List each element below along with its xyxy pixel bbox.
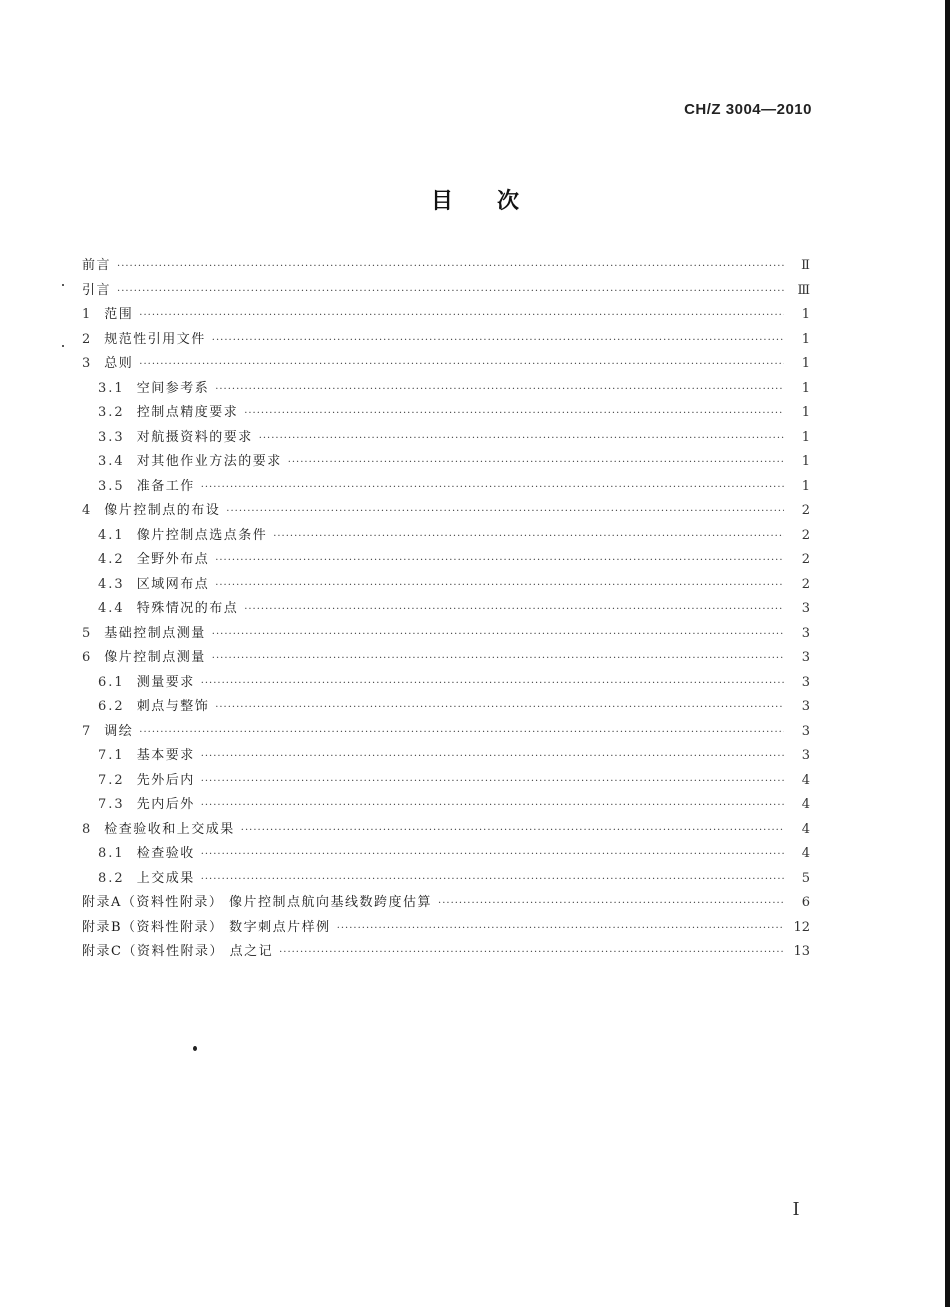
toc-entry-appendix-b[interactable] [82, 916, 810, 941]
toc-entry[interactable] [82, 524, 810, 549]
toc-entry[interactable] [82, 475, 810, 500]
toc-entry[interactable] [82, 867, 810, 892]
toc-page: 4 [801, 797, 810, 812]
toc-label: 基础控制点测量 [104, 625, 206, 641]
toc-label: 准备工作 [136, 478, 195, 494]
toc-entry[interactable] [82, 499, 810, 524]
toc-page: 3 [801, 723, 810, 739]
toc-page: 3 [801, 748, 810, 763]
toc-entry[interactable] [82, 769, 810, 794]
toc-number: 4.3 [98, 576, 125, 592]
toc-number: 5 [82, 625, 93, 641]
toc-page: 2 [801, 527, 810, 543]
toc-entry[interactable] [82, 720, 810, 745]
toc-page: 13 [793, 944, 810, 959]
toc-label: 刺点与整饰 [136, 699, 210, 714]
toc-label: 检查验收和上交成果 [104, 821, 235, 837]
toc-entry[interactable] [82, 548, 810, 573]
toc-number: 3.1 [98, 380, 125, 396]
toc-entry[interactable] [82, 744, 810, 769]
toc-page: 4 [801, 846, 810, 861]
toc-label: 附录A（资料性附录） 像片控制点航向基线数跨度估算 [82, 895, 433, 910]
toc-label: 全野外布点 [136, 552, 210, 567]
toc-page: 5 [801, 870, 810, 886]
toc-label: 区域网布点 [136, 576, 210, 592]
toc-leader [226, 506, 784, 517]
toc-leader [212, 335, 784, 346]
toc-entry[interactable] [82, 646, 810, 671]
toc-number: 3.3 [98, 429, 125, 445]
toc-number: 1 [82, 307, 93, 322]
toc-number: 4.1 [98, 527, 125, 543]
toc-leader [215, 702, 784, 713]
toc-number: 8.1 [98, 846, 125, 861]
toc-page: 4 [801, 772, 810, 788]
toc-label: 像片控制点的布设 [104, 503, 221, 518]
toc-number: 6 [82, 650, 93, 665]
toc-label: 先外后内 [136, 772, 195, 788]
toc-entry[interactable] [82, 401, 810, 426]
toc-leader [438, 898, 784, 909]
toc-entry[interactable] [82, 793, 810, 818]
toc-leader [117, 261, 784, 272]
toc-entry[interactable] [82, 303, 810, 328]
toc-entry[interactable] [82, 377, 810, 402]
toc-number: 4.4 [98, 601, 125, 616]
toc-label: 引言 [82, 282, 112, 298]
page-title: 目次 [430, 189, 563, 214]
toc-label: 对航摄资料的要求 [136, 429, 253, 445]
toc-page: 3 [801, 601, 810, 616]
table-of-contents [82, 254, 810, 965]
toc-leader [201, 800, 784, 811]
toc-leader [201, 874, 784, 885]
toc-leader [212, 653, 784, 664]
toc-label: 总则 [104, 356, 134, 371]
toc-label: 基本要求 [136, 748, 195, 763]
toc-leader [139, 727, 784, 738]
toc-leader [201, 678, 784, 689]
toc-page: 3 [801, 699, 810, 714]
toc-page: 1 [801, 454, 810, 469]
toc-entry[interactable] [82, 450, 810, 475]
toc-number: 6.2 [98, 699, 125, 714]
toc-label: 测量要求 [136, 674, 195, 690]
toc-page: 3 [801, 650, 810, 665]
toc-page: Ⅱ [801, 258, 810, 273]
toc-entry[interactable] [82, 818, 810, 843]
toc-number: 4.2 [98, 552, 125, 567]
scan-speck [193, 1046, 197, 1051]
scan-speck [62, 284, 64, 286]
toc-number: 8.2 [98, 870, 125, 886]
toc-page: 1 [801, 478, 810, 494]
toc-leader [201, 751, 784, 762]
toc-label: 空间参考系 [136, 380, 210, 396]
toc-label: 控制点精度要求 [136, 405, 239, 420]
toc-entry[interactable] [82, 842, 810, 867]
toc-label: 像片控制点测量 [104, 650, 206, 665]
toc-page: 1 [801, 307, 810, 322]
standard-code: CH/Z 3004—2010 [684, 101, 812, 118]
scan-speck [62, 345, 64, 347]
toc-entry[interactable] [82, 328, 810, 353]
toc-label: 特殊情况的布点 [136, 601, 239, 616]
toc-leader [139, 310, 784, 321]
toc-leader [279, 947, 784, 958]
toc-entry[interactable] [82, 279, 810, 304]
toc-entry[interactable] [82, 622, 810, 647]
toc-number: 6.1 [98, 674, 125, 690]
toc-entry[interactable] [82, 352, 810, 377]
toc-label: 先内后外 [136, 797, 195, 812]
toc-leader [244, 408, 784, 419]
toc-entry-appendix-c[interactable] [82, 940, 810, 965]
toc-leader [215, 555, 784, 566]
toc-number: 7 [82, 723, 93, 739]
toc-page: 1 [801, 429, 810, 445]
toc-number: 2 [82, 331, 93, 347]
toc-leader [201, 849, 784, 860]
toc-leader [139, 359, 784, 370]
toc-page: 2 [801, 552, 810, 567]
toc-number: 7.1 [98, 748, 125, 763]
toc-leader [337, 923, 784, 934]
toc-entry-appendix-a[interactable] [82, 891, 810, 916]
toc-page: 1 [801, 405, 810, 420]
toc-page: 4 [801, 821, 810, 837]
toc-leader [241, 825, 784, 836]
toc-page: 2 [801, 576, 810, 592]
toc-page: 1 [801, 380, 810, 396]
toc-number: 3 [82, 356, 93, 371]
toc-entry[interactable] [82, 671, 810, 696]
toc-page: 1 [801, 331, 810, 347]
toc-label: 附录C（资料性附录） 点之记 [82, 944, 274, 959]
toc-number: 4 [82, 503, 93, 518]
toc-label: 规范性引用文件 [104, 331, 206, 347]
toc-entry[interactable] [82, 695, 810, 720]
toc-page: Ⅲ [797, 282, 810, 298]
toc-leader [288, 457, 784, 468]
toc-number: 3.5 [98, 478, 125, 494]
toc-number: 8 [82, 821, 93, 837]
toc-leader [215, 580, 784, 591]
toc-page: 6 [801, 895, 810, 910]
toc-leader [201, 482, 784, 493]
toc-label: 附录B（资料性附录） 数字刺点片样例 [82, 919, 331, 935]
toc-page: 3 [801, 625, 810, 641]
toc-page: 12 [793, 919, 810, 935]
toc-label: 像片控制点选点条件 [136, 527, 268, 543]
toc-label: 对其他作业方法的要求 [136, 454, 282, 469]
toc-number: 3.4 [98, 454, 125, 469]
toc-leader [215, 384, 784, 395]
toc-page: 3 [801, 674, 810, 690]
toc-label: 检查验收 [136, 846, 195, 861]
toc-leader [212, 629, 784, 640]
toc-page: 2 [801, 503, 810, 518]
toc-leader [244, 604, 784, 615]
toc-entry[interactable] [82, 426, 810, 451]
toc-number: 3.2 [98, 405, 125, 420]
toc-page: 1 [801, 356, 810, 371]
toc-leader [259, 433, 784, 444]
toc-entry[interactable] [82, 597, 810, 622]
toc-entry[interactable] [82, 573, 810, 598]
toc-label: 调绘 [104, 723, 134, 739]
toc-label: 上交成果 [136, 870, 195, 886]
toc-label: 前言 [82, 258, 112, 273]
toc-leader [273, 531, 784, 542]
toc-leader [201, 776, 784, 787]
toc-number: 7.2 [98, 772, 125, 788]
toc-label: 范围 [104, 307, 134, 322]
page-number: I [792, 1199, 800, 1220]
toc-entry[interactable] [82, 254, 810, 279]
toc-leader [117, 286, 784, 297]
toc-number: 7.3 [98, 797, 125, 812]
